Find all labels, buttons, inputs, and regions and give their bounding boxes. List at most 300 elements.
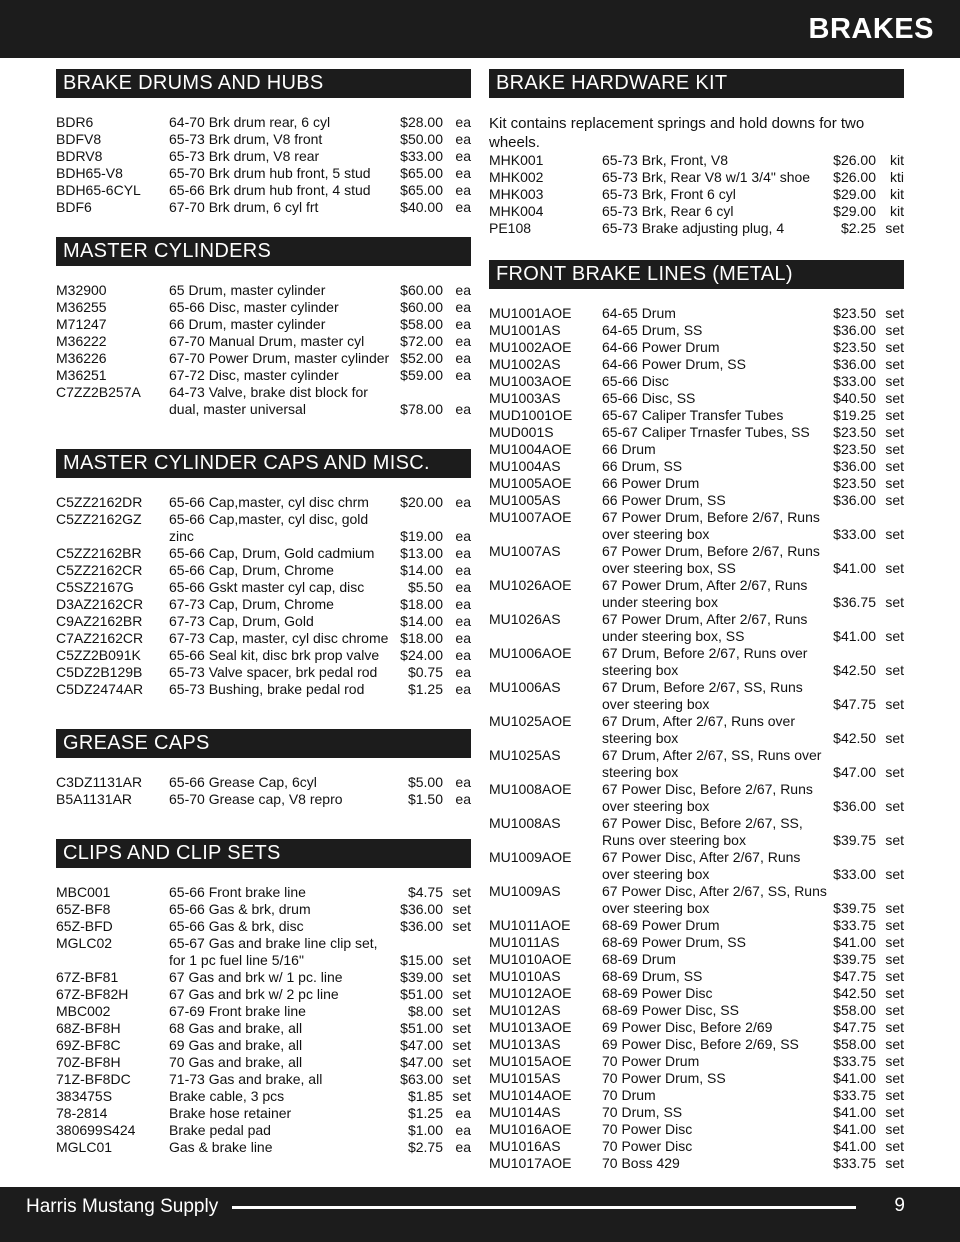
part-number: MU1012AOE (489, 985, 572, 1001)
item-description: 65-73 Brk, Rear V8 w/1 3/4" shoe (602, 169, 811, 185)
item-unit: ea (455, 1105, 471, 1121)
item-row (489, 543, 904, 577)
item-unit: kti (890, 169, 904, 185)
part-number: MU1016AS (489, 1138, 561, 1154)
item-price: $72.00 (400, 333, 443, 349)
part-number: MHK001 (489, 152, 544, 168)
item-row (489, 1155, 904, 1172)
item-list (56, 494, 471, 698)
item-row (489, 713, 904, 747)
part-number: 69Z-BF8C (56, 1037, 121, 1053)
item-row (56, 596, 471, 613)
item-description: 67-73 Cap, master, cyl disc chrome (169, 630, 389, 646)
part-number: MU1015AOE (489, 1053, 572, 1069)
part-number: MU1003AOE (489, 373, 572, 389)
item-row (489, 747, 904, 781)
item-description: 64-65 Drum, SS (602, 322, 703, 338)
item-price: $5.50 (407, 579, 443, 595)
item-unit: set (885, 594, 904, 610)
item-unit: set (885, 390, 904, 406)
item-unit: set (452, 918, 471, 934)
item-row (56, 1054, 471, 1071)
part-number: C5DZ2B129B (56, 664, 143, 680)
part-number: BDF6 (56, 199, 92, 215)
item-row (56, 630, 471, 647)
item-unit: set (885, 305, 904, 321)
item-row (56, 613, 471, 630)
part-number: C5SZ2167G (56, 579, 134, 595)
part-number: BDH65-V8 (56, 165, 123, 181)
footer-bar (0, 1187, 960, 1242)
part-number: C7ZZ2B257A (56, 384, 141, 400)
item-price: $36.00 (833, 492, 876, 508)
item-row (489, 305, 904, 322)
item-row (56, 1020, 471, 1037)
item-row (489, 152, 904, 169)
item-unit: kit (890, 186, 904, 202)
part-number: MU1005AOE (489, 475, 572, 491)
section-title: BRAKE DRUMS AND HUBS (56, 69, 471, 98)
part-number: MU1002AOE (489, 339, 572, 355)
item-description: 67 Power Disc, Before 2/67, SS, Runs over steering box (602, 815, 803, 848)
item-description: 70 Drum (602, 1087, 656, 1103)
item-description: 67 Gas and brk w/ 2 pc line (169, 986, 339, 1002)
part-number: MU1014AOE (489, 1087, 572, 1103)
section-grease-caps (56, 729, 471, 808)
item-price: $47.75 (833, 968, 876, 984)
item-row (56, 511, 471, 545)
item-unit: ea (455, 316, 471, 332)
item-unit: ea (455, 148, 471, 164)
item-price: $47.00 (400, 1037, 443, 1053)
item-price: $33.00 (833, 866, 876, 882)
left-column (56, 69, 471, 1156)
item-row (56, 333, 471, 350)
item-description: 65-66 Disc, master cylinder (169, 299, 339, 315)
part-number: MGLC01 (56, 1139, 113, 1155)
item-row (56, 545, 471, 562)
item-description: 64-66 Power Drum, SS (602, 356, 746, 372)
part-number: 65Z-BFD (56, 918, 113, 934)
item-price: $28.00 (400, 114, 443, 130)
item-unit: ea (455, 114, 471, 130)
item-row (489, 968, 904, 985)
item-description: 65-66 Gas & brk, drum (169, 901, 311, 917)
item-description: 65-66 Front brake line (169, 884, 306, 900)
item-unit: set (885, 1121, 904, 1137)
item-description: 66 Drum, master cylinder (169, 316, 326, 332)
item-description: 70 Power Disc (602, 1121, 693, 1137)
item-description: 65-73 Brk, Rear 6 cyl (602, 203, 734, 219)
item-price: $18.00 (400, 596, 443, 612)
part-number: 70Z-BF8H (56, 1054, 121, 1070)
part-number: C5ZZ2B091K (56, 647, 141, 663)
item-unit: ea (455, 596, 471, 612)
item-price: $40.00 (400, 199, 443, 215)
item-row (56, 884, 471, 901)
item-row (56, 935, 471, 969)
item-unit: ea (455, 182, 471, 198)
item-unit: set (885, 220, 904, 236)
item-unit: set (885, 339, 904, 355)
item-unit: set (452, 952, 471, 968)
item-row (489, 645, 904, 679)
item-unit: ea (455, 165, 471, 181)
part-number: C5DZ2474AR (56, 681, 144, 697)
item-description: 70 Power Disc (602, 1138, 693, 1154)
item-row (489, 1087, 904, 1104)
part-number: MU1025AOE (489, 713, 572, 729)
item-price: $13.00 (400, 545, 443, 561)
item-unit: set (885, 458, 904, 474)
item-row (489, 985, 904, 1002)
item-price: $18.00 (400, 630, 443, 646)
part-number: 67Z-BF82H (56, 986, 129, 1002)
item-row (489, 611, 904, 645)
item-price: $36.00 (833, 322, 876, 338)
item-row (489, 424, 904, 441)
item-price: $4.75 (407, 884, 443, 900)
item-description: 65-70 Brk drum hub front, 5 stud (169, 165, 371, 181)
part-number: M36251 (56, 367, 107, 383)
item-unit: set (885, 1002, 904, 1018)
item-price: $36.00 (833, 798, 876, 814)
section-title: MASTER CYLINDERS (56, 237, 471, 266)
part-number: MU1014AS (489, 1104, 561, 1120)
part-number: M36226 (56, 350, 107, 366)
part-number: MU1010AOE (489, 951, 572, 967)
item-row (56, 664, 471, 681)
item-description: Brake pedal pad (169, 1122, 271, 1138)
item-row (489, 1053, 904, 1070)
item-row (56, 647, 471, 664)
item-description: 65-66 Grease Cap, 6cyl (169, 774, 317, 790)
item-description: 67-70 Brk drum, 6 cyl frt (169, 199, 319, 215)
item-unit: ea (455, 545, 471, 561)
item-description: 67-70 Manual Drum, master cyl (169, 333, 365, 349)
item-unit: set (885, 951, 904, 967)
item-description: 64-66 Power Drum (602, 339, 720, 355)
item-description: 67 Drum, Before 2/67, Runs over steering box (602, 645, 808, 678)
item-description: 67 Power Drum, After 2/67, Runs under steering box, SS (602, 611, 808, 644)
item-unit: set (885, 696, 904, 712)
item-row (489, 441, 904, 458)
item-unit: ea (455, 333, 471, 349)
item-row (56, 774, 471, 791)
item-description: 65-73 Brake adjusting plug, 4 (602, 220, 785, 236)
item-description: 67 Drum, After 2/67, Runs over steering box (602, 713, 795, 746)
item-description: 65-66 Brk drum hub front, 4 stud (169, 182, 371, 198)
item-unit: ea (455, 401, 471, 417)
section-title: CLIPS AND CLIP SETS (56, 839, 471, 868)
item-unit: set (885, 492, 904, 508)
item-description: 65-73 Valve spacer, brk pedal rod (169, 664, 378, 680)
item-description: 69 Power Disc, Before 2/69, SS (602, 1036, 799, 1052)
right-column (489, 69, 904, 1172)
part-number: BDR6 (56, 114, 94, 130)
item-unit: set (885, 934, 904, 950)
item-row (489, 203, 904, 220)
item-row (56, 367, 471, 384)
item-price: $47.75 (833, 696, 876, 712)
item-unit: ea (455, 282, 471, 298)
part-number: MU1007AS (489, 543, 561, 559)
item-price: $41.00 (833, 1121, 876, 1137)
item-unit: set (885, 798, 904, 814)
section-title: FRONT BRAKE LINES (METAL) (489, 260, 904, 289)
item-price: $41.00 (833, 934, 876, 950)
item-list (56, 774, 471, 808)
item-description: 68-69 Power Drum, SS (602, 934, 746, 950)
item-description: 66 Drum, SS (602, 458, 683, 474)
part-number: MU1011AOE (489, 917, 571, 933)
item-description: 70 Power Drum (602, 1053, 700, 1069)
part-number: MUD1001OE (489, 407, 573, 423)
item-price: $1.85 (407, 1088, 443, 1104)
item-unit: set (452, 1037, 471, 1053)
part-number: C9AZ2162BR (56, 613, 143, 629)
item-unit: ea (455, 774, 471, 790)
item-unit: set (885, 866, 904, 882)
item-description: Brake cable, 3 pcs (169, 1088, 285, 1104)
item-description: 65-66 Gskt master cyl cap, disc (169, 579, 365, 595)
part-number: C5ZZ2162BR (56, 545, 142, 561)
item-unit: ea (455, 131, 471, 147)
item-row (56, 1037, 471, 1054)
part-number: 383475S (56, 1088, 113, 1104)
item-row (489, 1104, 904, 1121)
item-unit: set (452, 969, 471, 985)
part-number: MHK002 (489, 169, 544, 185)
item-price: $24.00 (400, 647, 443, 663)
item-row (489, 220, 904, 237)
item-price: $40.50 (833, 390, 876, 406)
item-price: $5.00 (407, 774, 443, 790)
item-price: $58.00 (400, 316, 443, 332)
item-description: 67 Drum, After 2/67, SS, Runs over steering box (602, 747, 822, 780)
item-unit: ea (455, 299, 471, 315)
item-row (56, 114, 471, 131)
item-row (489, 169, 904, 186)
item-row (489, 322, 904, 339)
item-row (56, 350, 471, 367)
item-unit: ea (455, 367, 471, 383)
item-row (56, 131, 471, 148)
item-price: $36.75 (833, 594, 876, 610)
part-number: MU1026AOE (489, 577, 572, 593)
item-price: $42.50 (833, 985, 876, 1001)
item-unit: set (885, 356, 904, 372)
item-row (489, 492, 904, 509)
item-unit: ea (455, 562, 471, 578)
part-number: MU1006AS (489, 679, 561, 695)
item-row (56, 901, 471, 918)
item-row (56, 384, 471, 418)
item-description: 66 Power Drum (602, 475, 700, 491)
item-unit: kit (890, 152, 904, 168)
item-row (489, 509, 904, 543)
item-description: 67 Power Drum, Before 2/67, Runs over steering box (602, 509, 820, 542)
item-description: 66 Drum (602, 441, 656, 457)
item-description: 67 Power Disc, After 2/67, Runs over steering box (602, 849, 801, 882)
item-price: $1.25 (407, 681, 443, 697)
part-number: MBC001 (56, 884, 111, 900)
item-row (489, 390, 904, 407)
item-price: $26.00 (833, 152, 876, 168)
item-description: 66 Power Drum, SS (602, 492, 726, 508)
item-price: $39.75 (833, 832, 876, 848)
part-number: MU1008AOE (489, 781, 572, 797)
part-number: MU1011AS (489, 934, 560, 950)
item-unit: set (885, 628, 904, 644)
item-list (56, 282, 471, 418)
part-number: MUD001S (489, 424, 554, 440)
item-price: $47.75 (833, 1019, 876, 1035)
item-price: $65.00 (400, 182, 443, 198)
item-price: $8.00 (407, 1003, 443, 1019)
footer-brand: Harris Mustang Supply (26, 1196, 219, 1217)
item-description: 68 Gas and brake, all (169, 1020, 303, 1036)
item-unit: set (885, 373, 904, 389)
item-row (489, 849, 904, 883)
item-price: $36.00 (400, 901, 443, 917)
item-row (56, 494, 471, 511)
item-unit: ea (455, 528, 471, 544)
item-unit: set (452, 1054, 471, 1070)
item-unit: set (885, 917, 904, 933)
part-number: C7AZ2162CR (56, 630, 144, 646)
item-description: 65-66 Seal kit, disc brk prop valve (169, 647, 380, 663)
part-number: 65Z-BF8 (56, 901, 111, 917)
item-price: $33.00 (833, 373, 876, 389)
item-price: $33.75 (833, 1053, 876, 1069)
item-unit: kit (890, 203, 904, 219)
item-row (56, 1088, 471, 1105)
item-row (56, 1003, 471, 1020)
item-unit: ea (455, 630, 471, 646)
item-price: $15.00 (400, 952, 443, 968)
item-description: 65-67 Gas and brake line clip set, for 1 pc fuel line 5/16" (169, 935, 378, 968)
item-row (489, 1036, 904, 1053)
item-unit: set (885, 1070, 904, 1086)
item-unit: set (452, 986, 471, 1002)
item-row (489, 577, 904, 611)
item-row (56, 165, 471, 182)
part-number: MU1012AS (489, 1002, 561, 1018)
section-hardware-kit (489, 69, 904, 237)
item-price: $1.00 (407, 1122, 443, 1138)
item-unit: set (452, 1020, 471, 1036)
item-price: $33.75 (833, 917, 876, 933)
part-number: M36222 (56, 333, 107, 349)
item-unit: set (885, 730, 904, 746)
section-brake-lines (489, 260, 904, 1172)
item-unit: ea (455, 647, 471, 663)
item-price: $63.00 (400, 1071, 443, 1087)
section-master-cylinders (56, 237, 471, 418)
item-price: $39.00 (400, 969, 443, 985)
item-description: 68-69 Drum (602, 951, 676, 967)
item-price: $51.00 (400, 1020, 443, 1036)
item-row (489, 475, 904, 492)
part-number: MU1015AS (489, 1070, 561, 1086)
part-number: MU1009AOE (489, 849, 572, 865)
item-row (489, 1070, 904, 1087)
part-number: MGLC02 (56, 935, 113, 951)
header-bar (0, 0, 960, 58)
item-price: $14.00 (400, 613, 443, 629)
footer-rule (232, 1206, 856, 1209)
part-number: D3AZ2162CR (56, 596, 144, 612)
item-price: $51.00 (400, 986, 443, 1002)
item-price: $47.00 (833, 764, 876, 780)
item-price: $65.00 (400, 165, 443, 181)
item-description: 67-72 Disc, master cylinder (169, 367, 339, 383)
item-description: 68-69 Power Disc, SS (602, 1002, 739, 1018)
item-price: $52.00 (400, 350, 443, 366)
item-unit: set (885, 1104, 904, 1120)
item-price: $60.00 (400, 299, 443, 315)
item-unit: set (885, 560, 904, 576)
item-row (489, 1002, 904, 1019)
item-price: $19.00 (400, 528, 443, 544)
item-row (489, 407, 904, 424)
item-price: $60.00 (400, 282, 443, 298)
section-brake-drums (56, 69, 471, 216)
section-clips (56, 839, 471, 1156)
item-description: 65-67 Caliper Trnasfer Tubes, SS (602, 424, 810, 440)
item-description: 67-69 Front brake line (169, 1003, 306, 1019)
page-title: BRAKES (808, 13, 934, 45)
page-number: 9 (894, 1195, 905, 1216)
item-row (56, 199, 471, 216)
item-description: 67 Power Drum, After 2/67, Runs under steering box (602, 577, 808, 610)
part-number: BDH65-6CYL (56, 182, 141, 198)
item-description: 65-67 Caliper Transfer Tubes (602, 407, 784, 423)
part-number: MU1009AS (489, 883, 561, 899)
item-description: 64-65 Drum (602, 305, 676, 321)
item-unit: set (452, 1071, 471, 1087)
item-description: 65-73 Brk drum, V8 front (169, 131, 323, 147)
item-price: $2.25 (840, 220, 876, 236)
item-description: 65-66 Disc (602, 373, 669, 389)
item-price: $26.00 (833, 169, 876, 185)
item-row (56, 1139, 471, 1156)
part-number: M71247 (56, 316, 107, 332)
item-unit: ea (455, 350, 471, 366)
item-price: $58.00 (833, 1002, 876, 1018)
part-number: M32900 (56, 282, 107, 298)
item-price: $42.50 (833, 662, 876, 678)
section-title: BRAKE HARDWARE KIT (489, 69, 904, 98)
item-row (489, 679, 904, 713)
item-unit: set (885, 1036, 904, 1052)
item-row (56, 316, 471, 333)
item-unit: set (885, 662, 904, 678)
item-row (56, 918, 471, 935)
section-title: MASTER CYLINDER CAPS AND MISC. (56, 449, 471, 478)
item-description: 70 Power Drum, SS (602, 1070, 726, 1086)
item-price: $36.00 (833, 458, 876, 474)
item-row (56, 282, 471, 299)
part-number: MHK003 (489, 186, 544, 202)
item-description: 65-73 Brk, Front, V8 (602, 152, 729, 168)
item-price: $58.00 (833, 1036, 876, 1052)
item-description: 71-73 Gas and brake, all (169, 1071, 323, 1087)
item-row (489, 356, 904, 373)
part-number: M36255 (56, 299, 107, 315)
part-number: BDRV8 (56, 148, 103, 164)
